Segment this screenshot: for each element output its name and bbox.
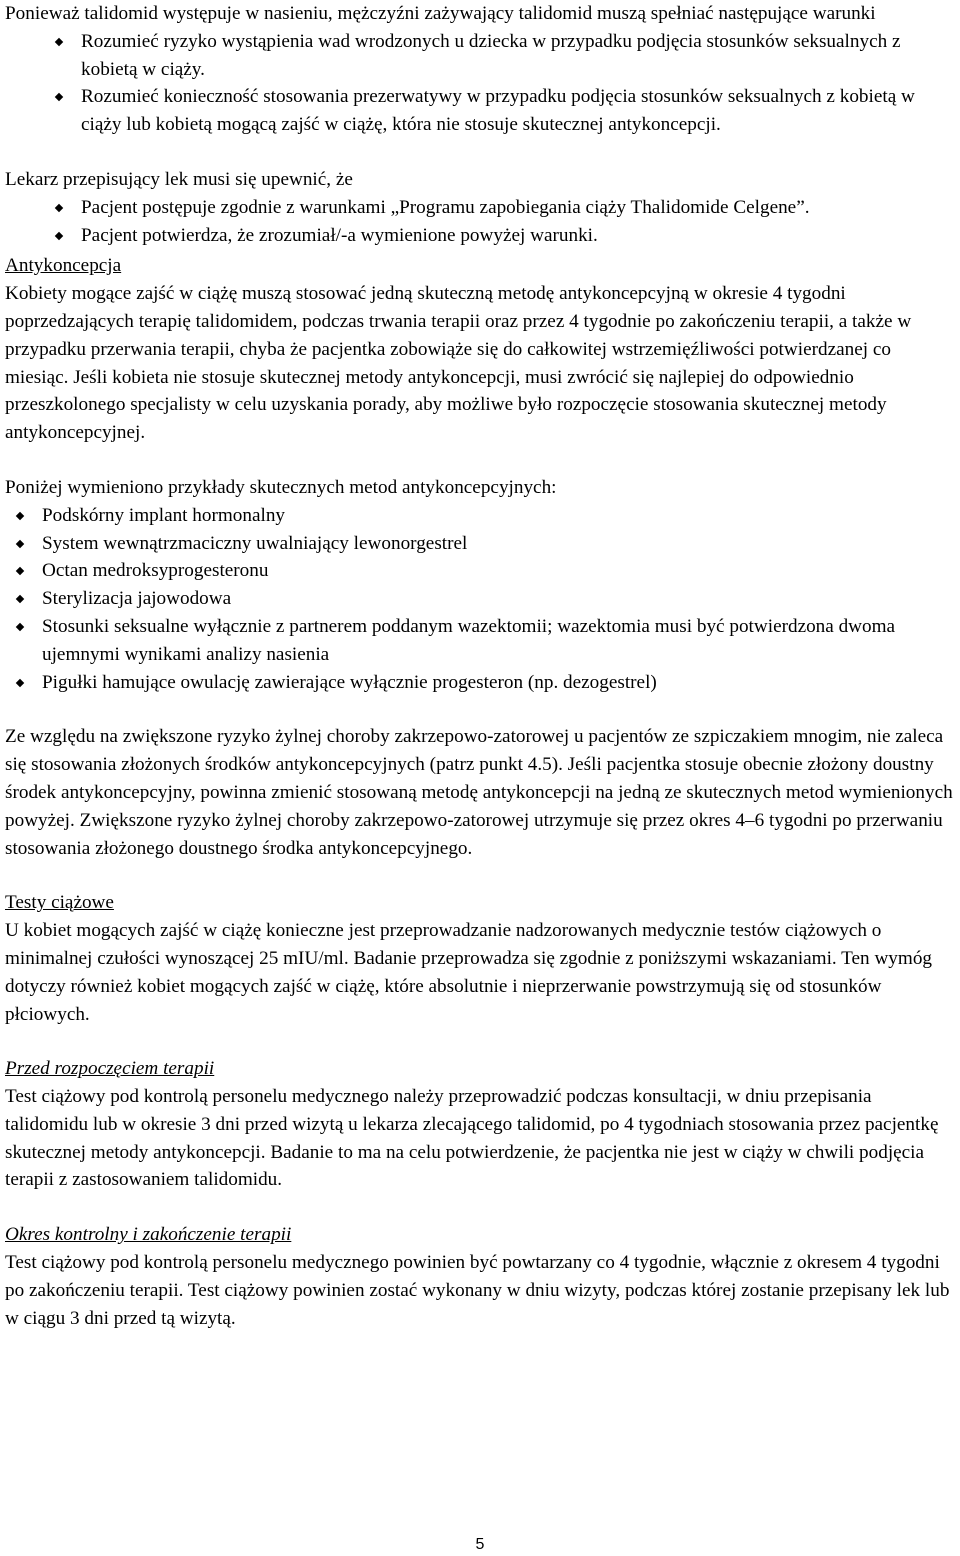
- section-heading: Antykoncepcja: [5, 255, 122, 277]
- male-requirements-list: [5, 28, 957, 139]
- list-item: Rozumieć konieczność stosowania prezerwatywy w przypadku podjęcia stosunków seksualnych z kobietą w ciąży lub kobietą mogącą zajść w ciążę, która nie stosuje skutecznej antykoncepcji.: [81, 83, 957, 139]
- pregnancy-tests-section: [5, 889, 957, 1028]
- page-number: 5: [475, 1536, 485, 1553]
- methods-intro: Poniżej wymieniono przykłady skutecznych metod antykoncepcyjnych:: [5, 476, 557, 498]
- control-period-section: [5, 1221, 957, 1332]
- before-therapy-paragraph: Test ciążowy pod kontrolą personelu medycznego należy przeprowadzić podczas konsultacji, w dniu przepisania talidomidu lub w okresie 3 dni przed wizytą u lekarza zlecającego talidomid, po 4 tygodniach stosowania przez pacjentkę skutecznej metody antykoncepcji. Badanie to ma na celu potwierdzenie, że pacjentka nie jest w ciąży w chwili podjęcia terapii z zastosowaniem talidomidu.: [5, 1086, 939, 1191]
- subsection-heading: Przed rozpoczęciem terapii: [5, 1058, 215, 1080]
- list-item: System wewnątrzmaciczny uwalniający lewonorgestrel: [42, 530, 957, 558]
- doctor-requirements-intro: Lekarz przepisujący lek musi się upewnić, że: [5, 168, 353, 190]
- list-item: Octan medroksyprogesteronu: [42, 557, 957, 585]
- list-item: Pacjent postępuje zgodnie z warunkami „Programu zapobiegania ciąży Thalidomide Celgene”.: [81, 194, 957, 222]
- list-item: Podskórny implant hormonalny: [42, 502, 957, 530]
- control-period-paragraph: Test ciążowy pod kontrolą personelu medycznego powinien być powtarzany co 4 tygodnie, włącznie z okresem 4 tygodni po zakończeniu terapii. Test ciążowy powinien zostać wykonany w dniu wizyty, podczas której zostanie przepisany lek lub w ciągu 3 dni przed tą wizytą.: [5, 1252, 950, 1329]
- contraception-section: [5, 252, 957, 447]
- section-heading: Testy ciążowe: [5, 892, 114, 914]
- methods-section: [5, 474, 957, 696]
- male-requirements-intro: Ponieważ talidomid występuje w nasieniu, mężczyźni zażywający talidomid muszą spełniać następujące warunki: [5, 3, 876, 24]
- vte-risk-paragraph: Ze względu na zwiększone ryzyko żylnej choroby zakrzepowo-zatorowej u pacjentów ze szpiczakiem mnogim, nie zaleca się stosowania złożonych środków antykoncepcyjnych (patrz punkt 4.5). Jeśli pacjentka stosuje obecnie złożony doustny środek antykoncepcyjny, powinna zmienić stosowaną metodę antykoncepcji na jedną ze skutecznych metod wymienionych powyżej. Zwiększone ryzyko żylnej choroby zakrzepowo-zatorowej utrzymuje się przez okres 4–6 tygodni po przerwaniu stosowania złożonego doustnego środka antykoncepcyjnego.: [5, 726, 953, 859]
- vte-risk-section: [5, 723, 957, 862]
- doctor-requirements-section: [5, 166, 957, 249]
- list-item: Sterylizacja jajowodowa: [42, 585, 957, 613]
- pregnancy-tests-paragraph: U kobiet mogących zajść w ciążę konieczne jest przeprowadzanie nadzorowanych medycznie testów ciążowych o minimalnej czułości wynoszącej 25 mIU/ml. Badanie przeprowadza się zgodnie z poniższymi wskazaniami. Ten wymóg dotyczy również kobiet mogących zajść w ciążę, które absolutnie i nieprzerwanie powstrzymują się od stosunków płciowych.: [5, 920, 933, 1025]
- contraception-paragraph: Kobiety mogące zajść w ciążę muszą stosować jedną skuteczną metodę antykoncepcyjną w okresie 4 tygodni poprzedzających terapię talidomidem, podczas trwania terapii oraz przez 4 tygodnie po zakończeniu terapii, a także w przypadku przerwania terapii, chyba że pacjentka zobowiąże się do całkowitej wstrzemięźliwości potwierdzanej co miesiąc. Jeśli kobieta nie stosuje skutecznej metody antykoncepcji, musi zwrócić się najlepiej do odpowiednio przeszkolonego specjalisty w celu uzyskania porady, aby możliwe było rozpoczęcie stosowania skutecznej metody antykoncepcyjnej.: [5, 283, 912, 444]
- before-therapy-section: [5, 1055, 957, 1194]
- list-item: Stosunki seksualne wyłącznie z partnerem poddanym wazektomii; wazektomia musi być potwierdzona dwoma ujemnymi wynikami analizy nasienia: [42, 613, 957, 669]
- list-item: Pigułki hamujące owulację zawierające wyłącznie progesteron (np. dezogestrel): [42, 669, 957, 697]
- list-item: Rozumieć ryzyko wystąpienia wad wrodzonych u dziecka w przypadku podjęcia stosunków seksualnych z kobietą w ciąży.: [81, 28, 957, 84]
- list-item: Pacjent potwierdza, że zrozumiał/-a wymienione powyżej warunki.: [81, 222, 957, 250]
- subsection-heading: Okres kontrolny i zakończenie terapii: [5, 1224, 292, 1246]
- document-page: [5, 0, 957, 1332]
- doctor-requirements-list: [5, 194, 957, 250]
- methods-list: [5, 502, 957, 697]
- male-requirements-section: [5, 0, 957, 139]
